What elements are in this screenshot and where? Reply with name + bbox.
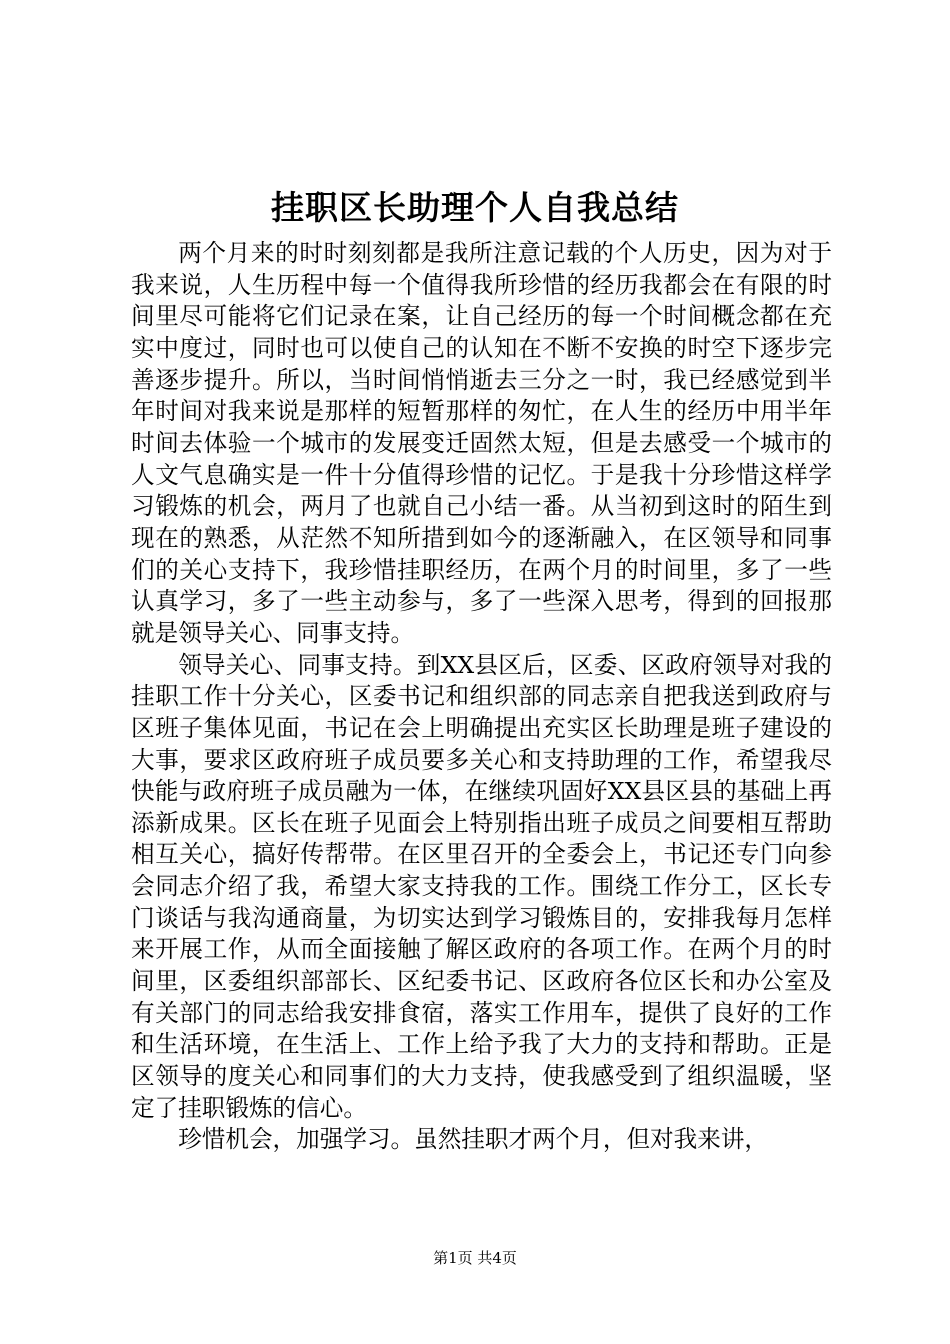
document-title: 挂职区长助理个人自我总结: [271, 188, 679, 227]
paragraph-2: 领导关心、同事支持。到XX县区后，区委、区政府领导对我的挂职工作十分关心，区委书记和组织部的同志亲自把我送到政府与区班子集体见面，书记在会上明确提出充实区长助理是班子建设的大事，要求区政府班子成员要多关心和支持助理的工作，希望我尽快能与政府班子成员融为一体，在继续巩固好XX县区县的基础上再添新成果。区长在班子见面会上特别指出班子成员之间要相互帮助相互关心，搞好传帮带。在区里召开的全委会上，书记还专门向参会同志介绍了我，希望大家支持我的工作。围绕工作分工，区长专门谈话与我沟通商量，为切实达到学习锻炼目的，安排我每月怎样来开展工作，从而全面接触了解区政府的各项工作。在两个月的时间里，区委组织部部长、区纪委书记、区政府各位区长和办公室及有关部门的同志给我安排食宿，落实工作用车，提供了良好的工作和生活环境，在生活上、工作上给予我了大力的支持和帮助。正是区领导的度关心和同事们的大力支持，使我感受到了组织温暖，坚定了挂职锻炼的信心。: [131, 650, 832, 1122]
page-number-footer: 第1页 共4页: [433, 1249, 517, 1267]
paragraph-1: 两个月来的时时刻刻都是我所注意记载的个人历史，因为对于我来说，人生历程中每一个值得我所珍惜的经历我都会在有限的时间里尽可能将它们记录在案，让自己经历的每一个时间概念都在充实中度过，同时也可以使自己的认知在不断不安换的时空下逐步完善逐步提升。所以，当时间悄悄逝去三分之一时，我已经感觉到半年时间对我来说是那样的短暂那样的匆忙，在人生的经历中用半年时间去体验一个城市的发展变迁固然太短，但是去感受一个城市的人文气息确实是一件十分值得珍惜的记忆。于是我十分珍惜这样学习锻炼的机会，两月了也就自己小结一番。从当初到这时的陌生到现在的熟悉，从茫然不知所措到如今的逐渐融入，在区领导和同事们的关心支持下，我珍惜挂职经历，在两个月的时间里，多了一些认真学习，多了一些主动参与，多了一些深入思考，得到的回报那就是领导关心、同事支持。: [131, 239, 832, 647]
paragraph-3: 珍惜机会，加强学习。虽然挂职才两个月，但对我来讲，: [178, 1125, 769, 1154]
document-body: [131, 238, 832, 1156]
